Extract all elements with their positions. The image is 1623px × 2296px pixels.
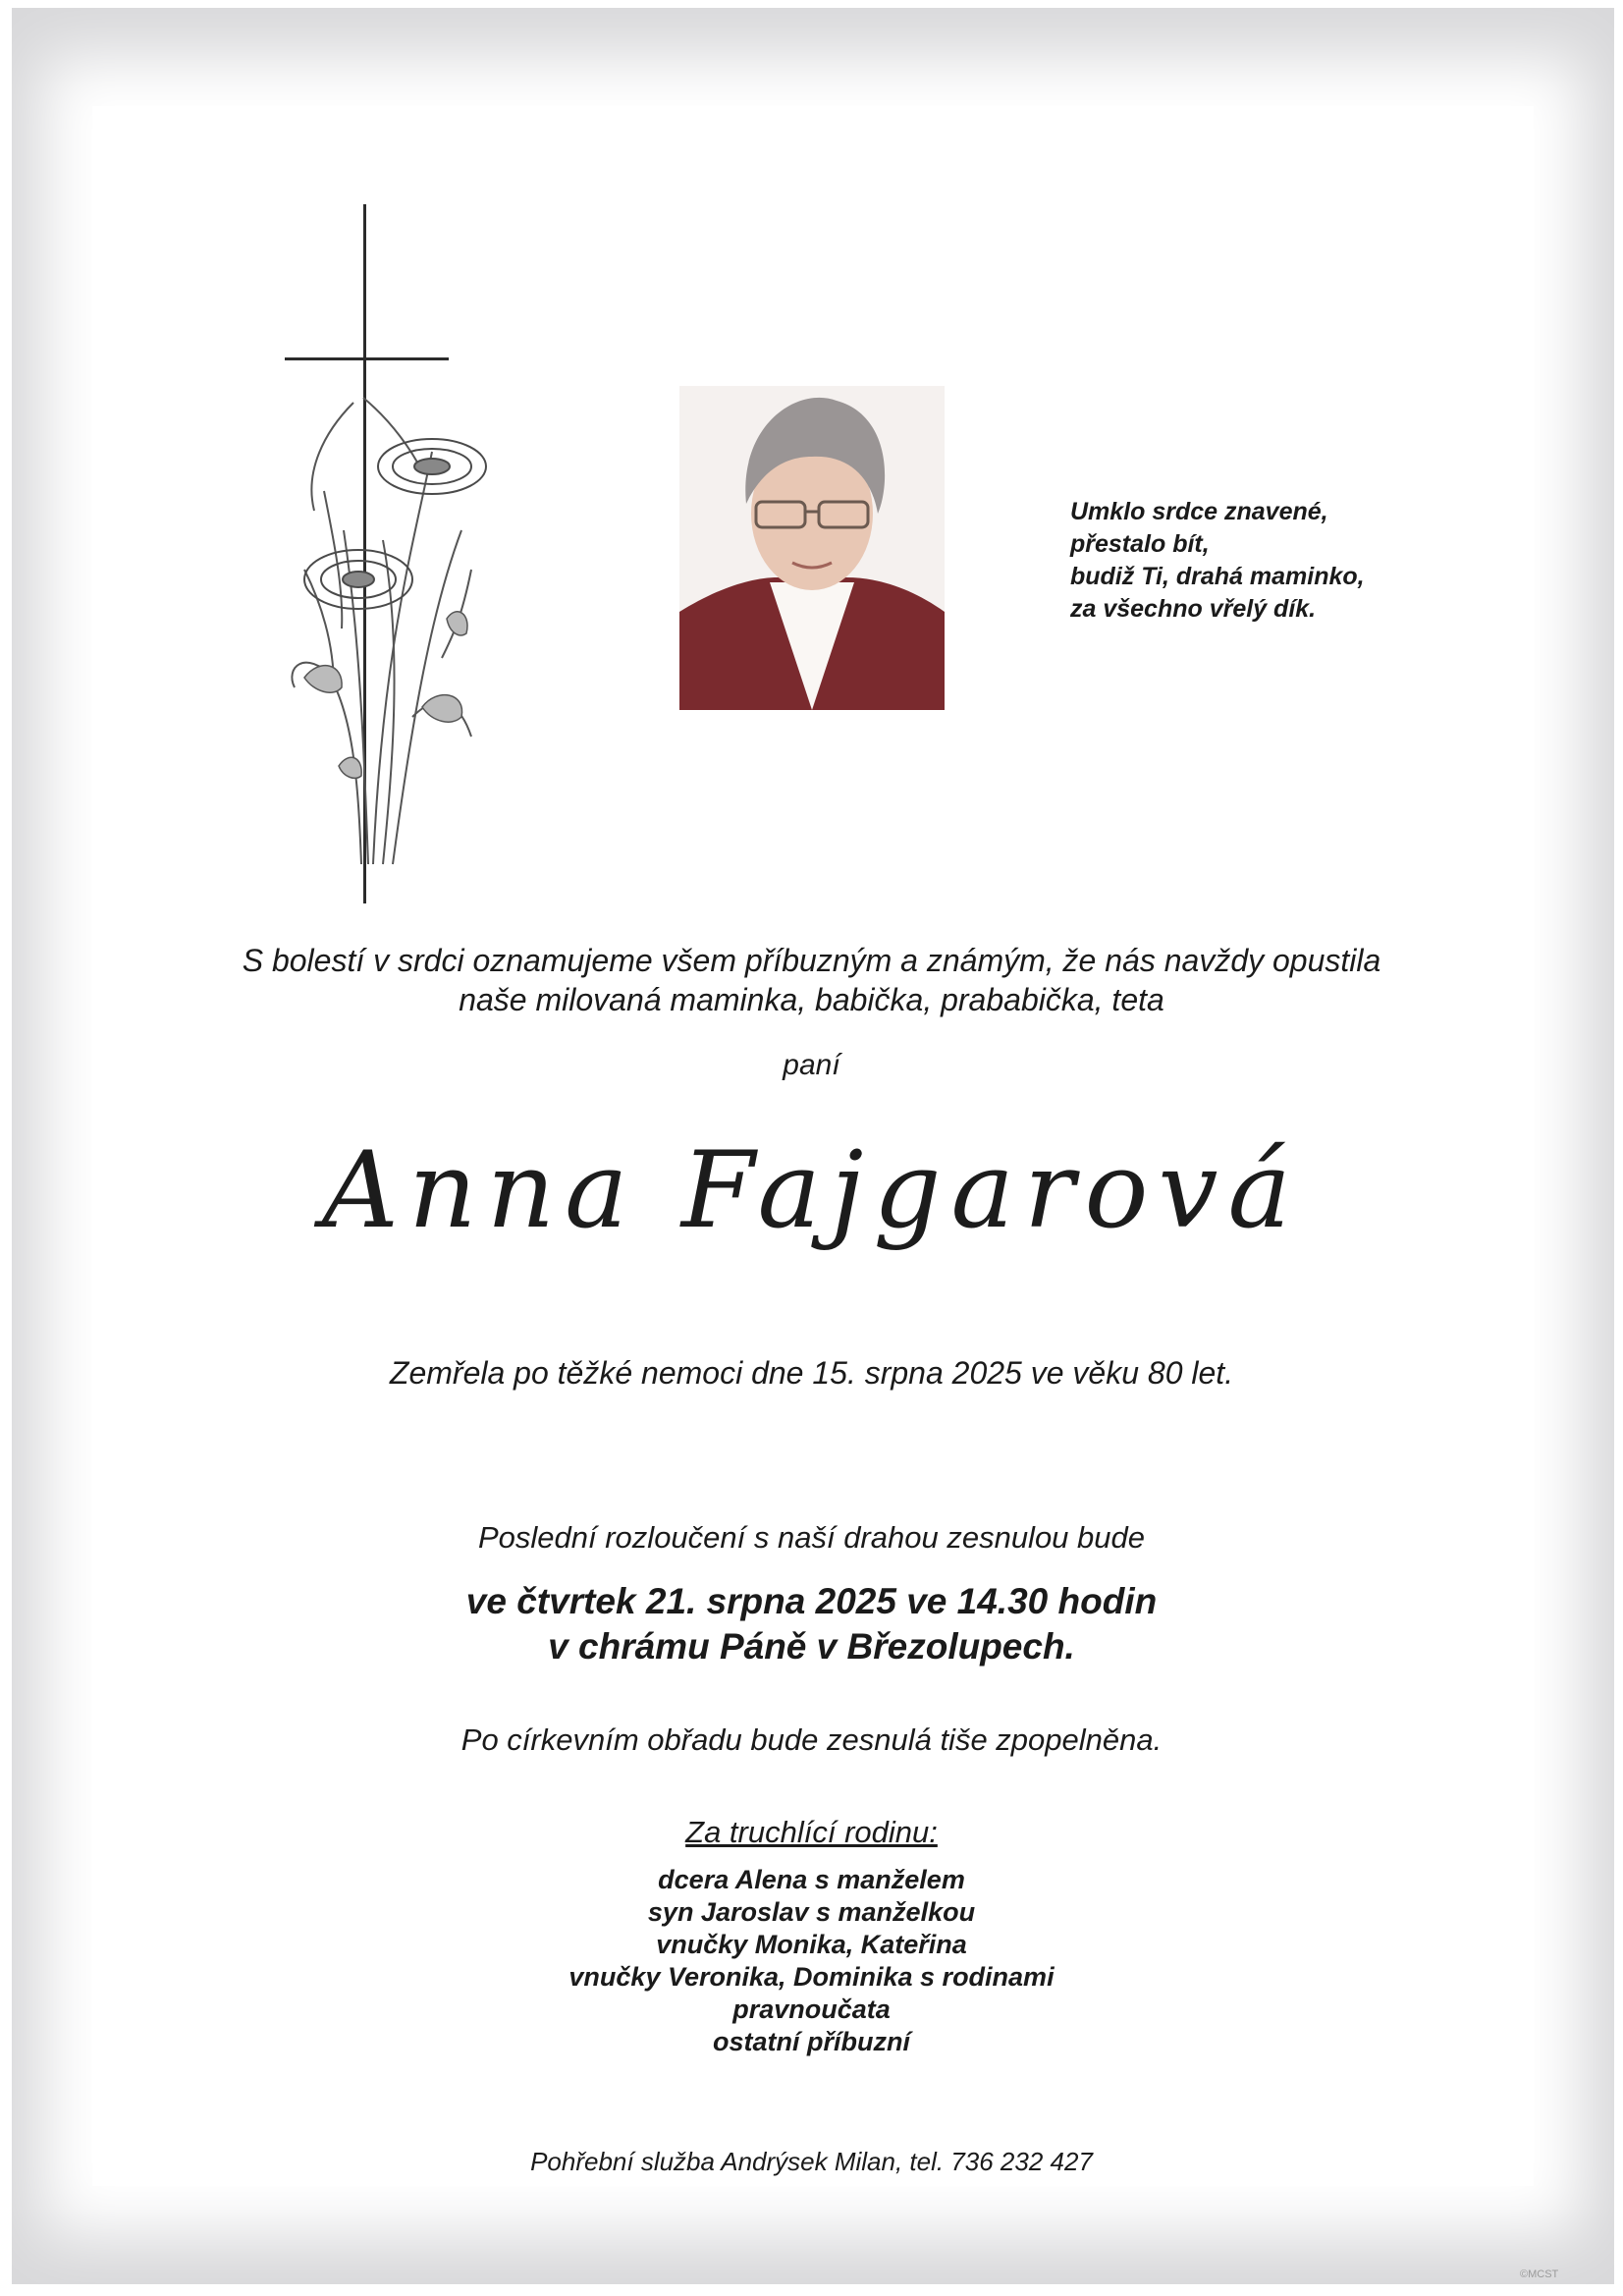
verse-line: budiž Ti, drahá maminko, (1070, 563, 1365, 590)
memorial-verse (1070, 496, 1443, 626)
death-info: Zemřela po těžké nemoci dne 15. srpna 2025 ve věku 80 let. (389, 1355, 1234, 1391)
cross-horizontal-bar (285, 357, 449, 360)
verse-line: za všechno vřelý dík. (1070, 595, 1317, 623)
cremation-note: Po církevním obřadu bude zesnulá tiše zpopelněna. (460, 1722, 1163, 1757)
flower-illustration (265, 393, 530, 884)
farewell-details (0, 1579, 1623, 1669)
family-heading (0, 1815, 1623, 1850)
deceased-name: Anna Fajgarová (322, 1129, 1301, 1252)
farewell-date-time: ve čtvrtek 21. srpna 2025 ve 14.30 hodin (465, 1581, 1158, 1621)
announcement (0, 941, 1623, 1019)
announcement-line-2: naše milovaná maminka, babička, prababička, teta (459, 982, 1164, 1017)
daisy-left (304, 550, 412, 609)
family-member: dcera Alena s manželem (658, 1865, 965, 1894)
portrait-photo (679, 386, 945, 710)
family-heading-text: Za truchlící rodinu: (685, 1815, 938, 1849)
farewell-place: v chrámu Páně v Březolupech. (548, 1626, 1075, 1667)
watermark: ©MCST (1520, 2269, 1559, 2280)
announcement-line-1: S bolestí v srdci oznamujeme všem příbuzným a známým, že nás navždy opustila (242, 943, 1381, 978)
verse-line: přestalo bít, (1070, 530, 1210, 558)
family-member: vnučky Monika, Kateřina (656, 1930, 967, 1959)
family-member: pravnoučata (732, 1995, 891, 2024)
family-member: vnučky Veronika, Dominika s rodinami (568, 1962, 1055, 1992)
family-member: syn Jaroslav s manželkou (647, 1897, 976, 1927)
verse-line: Umklo srdce znavené, (1070, 498, 1328, 525)
family-member: ostatní příbuzní (713, 2027, 910, 2056)
funeral-service-footer: Pohřební služba Andrýsek Milan, tel. 736 232 427 (530, 2147, 1093, 2176)
family-list (0, 1864, 1623, 2058)
farewell-intro: Poslední rozloučení s naší drahou zesnulou bude (477, 1520, 1146, 1555)
title-word: paní (783, 1049, 840, 1081)
daisy-top (378, 439, 486, 494)
